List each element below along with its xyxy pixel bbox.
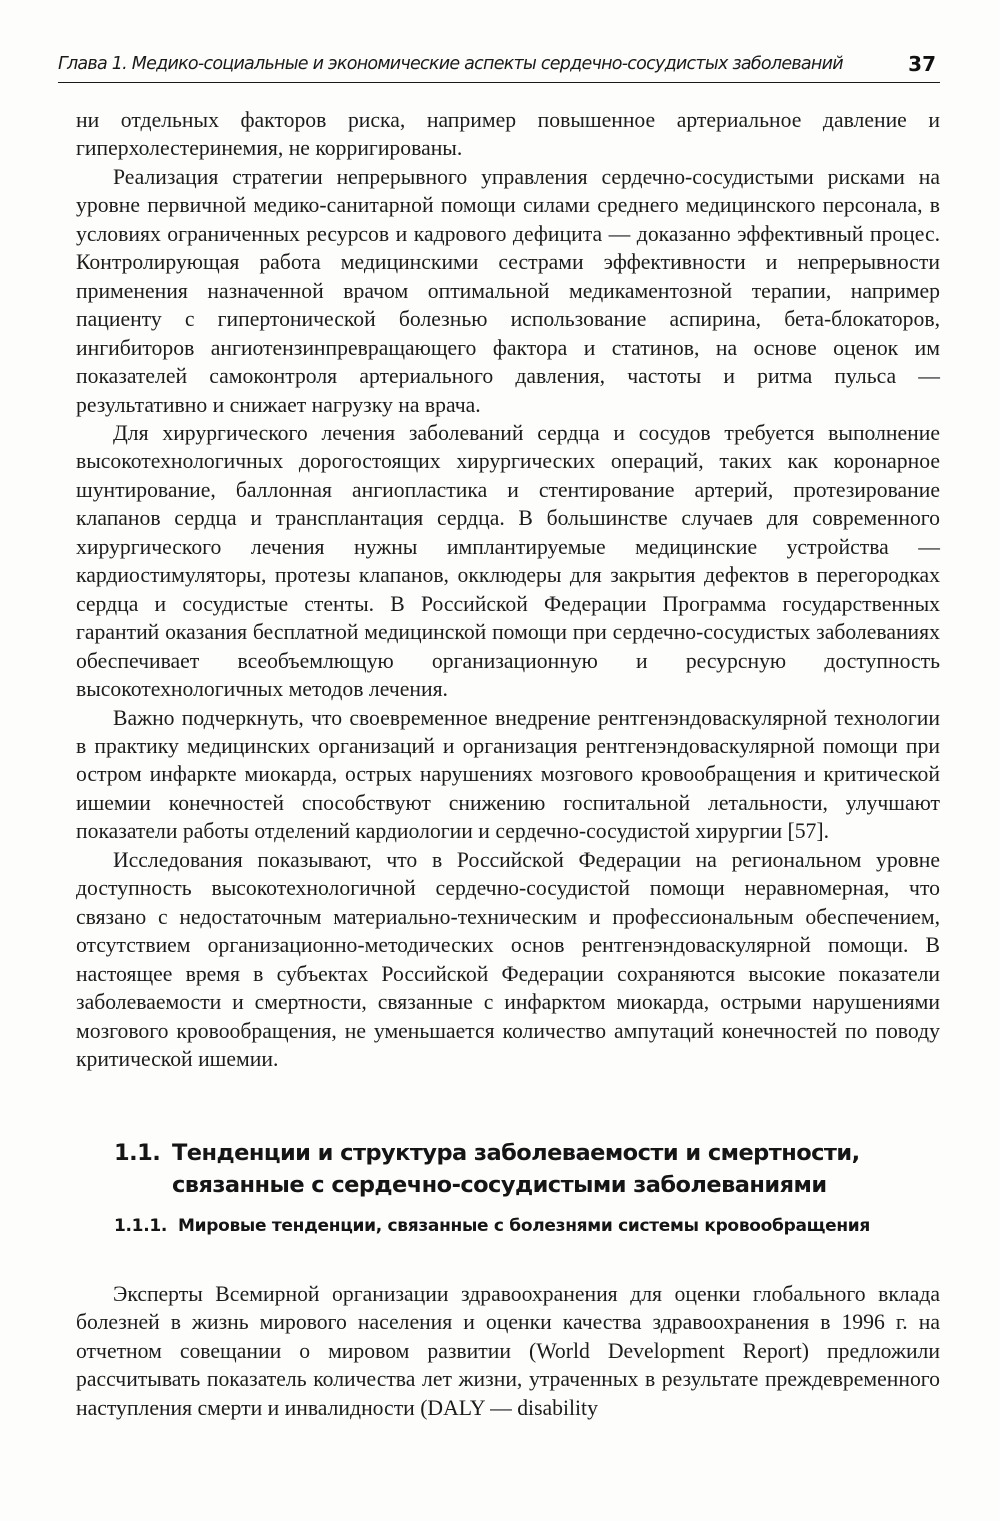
paragraph: Исследования показывают, что в Российской Федерации на региональном уровне доступность высокотехнологичной сердечно-сосудистой помощи неравномерная, что связано с недостаточным материально-техническим и профессиональным обеспечением, отсутствием организационно-методических основ рентгенэндоваскулярной помощи. В настоящее время в субъектах Российской Федерации сохраняются высокие показатели заболеваемости и смертности, связанные с инфарктом миокарда, острыми нарушениями мозгового кровообращения, не уменьшается количество ампутаций конечностей по поводу критической ишемии. [76,847,940,1071]
section-number: 1.1. [114,1140,161,1166]
body-text [76,106,940,1073]
subsection-number: 1.1.1. [114,1216,168,1236]
subsection-title: Мировые тенденции, связанные с болезнями системы кровообращения [178,1216,871,1236]
section-body-text [76,1280,940,1422]
page-number: 37 [908,52,936,76]
paragraph: Эксперты Всемирной организации здравоохранения для оценки глобального вклада болезней в жизнь мирового населения и оценки качества здравоохранения в 1996 г. на отчетном совещании о мировом развитии (World Development Report) предложили рассчитывать показатель количества лет жизни, утраченных в результате преждевременного наступления смерти и инвалидности (DALY — disability [76,1282,940,1420]
running-title: Глава 1. Медико-социальные и экономические аспекты сердечно-сосудистых заболеваний [58,54,843,74]
running-header [58,52,940,83]
paragraph-continuation: ни отдельных факторов риска, например повышенное артериальное давление и гиперхолестеринемия, не корригированы. [76,108,940,161]
section-title: Тенденции и структура заболеваемости и смертности, связанные с сердечно-сосудистыми заболеваниями [172,1140,860,1198]
section-heading [114,1137,944,1201]
paragraph: Реализация стратегии непрерывного управления сердечно-сосудистыми рисками на уровне первичной медико-санитарной помощи силами среднего медицинского персонала, в условиях ограниченных ресурсов и кадрового дефицита — доказанно эффективный процес. Контролирующая работа медицинскими сестрами эффективности и непрерывности применения назначенной врачом оптимальной медикаментозной терапии, например пациенту с гипертонической болезнью использование аспирина, бета-блокаторов, ингибиторов ангиотензинпревращающего фактора и статинов, на основе оценок им показателей самоконтроля артериального давления, частоты и ритма пульса — результативно и снижает нагрузку на врача. [76,164,940,417]
paragraph: Важно подчеркнуть, что своевременное внедрение рентгенэндоваскулярной технологии в практику медицинских организаций и организация рентгенэндоваскулярной помощи при остром инфаркте миокарда, острых нарушениях мозгового кровообращения и критической ишемии конечностей способствуют снижению госпитальной летальности, улучшают показатели работы отделений кардиологии и сердечно-сосудистой хирургии [57]. [76,705,940,844]
subsection-heading [114,1213,944,1239]
paragraph: Для хирургического лечения заболеваний сердца и сосудов требуется выполнение высокотехнологичных дорогостоящих хирургических операций, таких как коронарное шунтирование, баллонная ангиопластика и стентирование артерий, протезирование клапанов сердца и трансплантация сердца. В большинстве случаев для современного хирургического лечения нужны имплантируемые медицинские устройства — кардиостимуляторы, протезы клапанов, окклюдеры для закрытия дефектов в перегородках сердца и сосудистые стенты. В Российской Федерации Программа государственных гарантий оказания бесплатной медицинской помощи при сердечно-сосудистых заболеваниях обеспечивает всеобъемлющую организационную и ресурсную доступность высокотехнологичных методов лечения. [76,420,940,702]
